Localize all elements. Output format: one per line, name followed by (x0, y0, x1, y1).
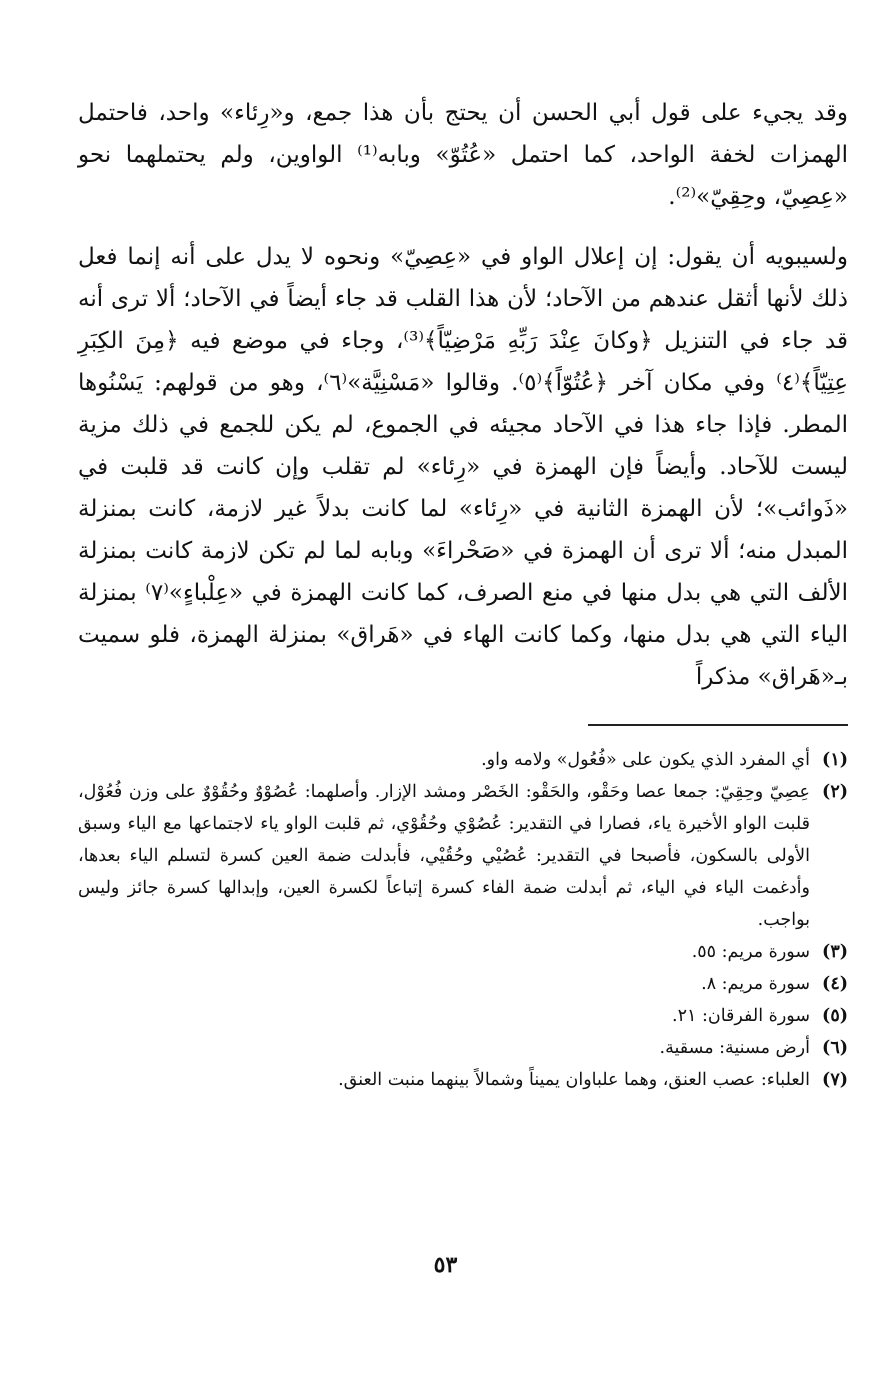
footnote-text: سورة مريم: ٥٥. (691, 942, 810, 962)
footnote-text: سورة مريم: ٨. (701, 974, 810, 994)
footnote-4 (78, 968, 848, 1000)
footnote-number: (١) (822, 750, 848, 770)
footnote-2 (78, 776, 848, 936)
footnote-7 (78, 1064, 848, 1096)
footnote-number: (٤) (822, 974, 848, 994)
paragraph-1: وقد يجيء على قول أبي الحسن أن يحتج بأن هذا جمع، و«رِئاء» واحد، فاحتمل الهمزات لخفة الواحد، كما احتمل «عُتُوّ» وبابه⁽¹⁾ الواوين، ولم يحتملهما نحو «عِصِيّ، وحِقِيّ»⁽²⁾. (78, 100, 848, 210)
page-number: ٥٣ (433, 1252, 458, 1278)
footnotes (78, 744, 848, 1096)
footnote-5 (78, 1000, 848, 1032)
footnote-1 (78, 744, 848, 776)
footnote-3 (78, 936, 848, 968)
main-text (78, 92, 848, 698)
footnote-6 (78, 1032, 848, 1064)
page-body (78, 92, 848, 1096)
paragraph-2: ولسيبويه أن يقول: إن إعلال الواو في «عِصِيّ» ونحوه لا يدل على أنه إنما فعل ذلك لأنها أثقل عندهم من الآحاد؛ لأن هذا القلب قد جاء أيضاً في الآحاد؛ ألا ترى أنه قد جاء في التنزيل ﴿وكانَ عِنْدَ رَبِّهِ مَرْضِيّاً﴾⁽³⁾، وجاء في موضع فيه ﴿مِنَ الكِبَرِ عِتِيّاً﴾⁽٤⁾ وفي مكان آخر ﴿عُتُوّاً﴾⁽٥⁾. وقالوا «مَسْنِيَّة»⁽٦⁾، وهو من قولهم: يَسْنُوها المطر. فإذا جاء هذا في الآحاد مجيئه في الجموع، لم يكن للجمع في ذلك مزية ليست للآحاد. وأيضاً فإن الهمزة في «رِئاء» لم تقلب وإن كانت قد قلبت في «ذَوائب»؛ لأن الهمزة الثانية في «رِئاء» لما كانت بدلاً غير لازمة، كانت بمنزلة المبدل منه؛ ألا ترى أن الهمزة في «صَحْراءَ» وبابه لما لم تكن لازمة كانت بمنزلة الألف التي هي بدل منها في منع الصرف، كما كانت الهمزة في «عِلْباءٍ»⁽٧⁾ بمنزلة الياء التي هي بدل منها، وكما كانت الهاء في «هَراق» بمنزلة الهمزة، فلو سميت بـ«هَراق» مذكراً (78, 244, 848, 690)
footnote-number: (٣) (822, 942, 848, 962)
footnote-number: (٥) (822, 1006, 848, 1026)
footnote-number: (٦) (822, 1038, 848, 1058)
footnote-divider (588, 724, 848, 726)
footnote-number: (٧) (822, 1070, 848, 1090)
footnote-text: سورة الفرقان: ٢١. (672, 1006, 810, 1026)
footnote-text: العلباء: عصب العنق، وهما علباوان يميناً وشمالاً بينهما منبت العنق. (338, 1070, 810, 1090)
footnote-text: عِصِيّ وحِقِيّ: جمعا عصا وحَقْو، والحَقْو: الخَصْر ومشد الإزار. وأصلهما: عُصُوْوٌ وحُقُوْوٌ على وزن فُعُوْل، قلبت الواو الأخيرة ياء، فصارا في التقدير: عُصُوْي وحُقُوْي، ثم قلبت الواو ياء لاجتماعها مع الياء وسبق الأولى بالسكون، فأصبحا في التقدير: عُصُيْي وحُقُيْي، فأبدلت ضمة العين كسرة لتسلم الياء بعدها، وأدغمت الياء في الياء، ثم أبدلت ضمة الفاء كسرة إتباعاً لكسرة العين، وإبدالها كسرة جائز وليس بواجب. (78, 782, 810, 930)
footnote-text: أرض مسنية: مسقية. (659, 1038, 810, 1058)
footnote-number: (٢) (822, 782, 848, 802)
footnote-text: أي المفرد الذي يكون على «فُعُول» ولامه واو. (481, 750, 810, 770)
